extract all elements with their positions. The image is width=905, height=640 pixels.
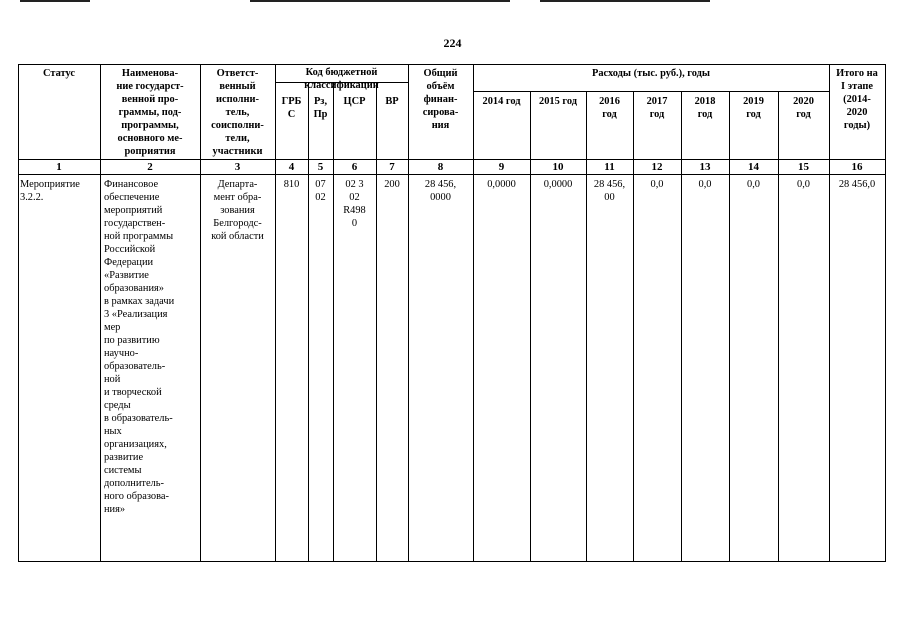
header-grbs: ГРБ С bbox=[281, 96, 302, 120]
column-number: 12 bbox=[651, 161, 663, 173]
column-number: 2 bbox=[147, 161, 153, 173]
header-year-2017: 2017 год bbox=[646, 96, 668, 120]
scan-edge-mark bbox=[250, 0, 510, 2]
row-year-2015: 0,0000 bbox=[543, 179, 573, 190]
header-status: Статус bbox=[43, 68, 75, 79]
header-total-volume: Общий объём финан- сирова- ния bbox=[422, 68, 459, 131]
row-status: Мероприятие 3.2.2. bbox=[20, 179, 80, 203]
column-number: 16 bbox=[851, 161, 863, 173]
column-number: 3 bbox=[234, 161, 241, 173]
scan-edge-mark bbox=[540, 0, 710, 2]
header-csr: ЦСР bbox=[343, 96, 366, 107]
numbers-bottom-rule bbox=[18, 174, 886, 175]
header-budget-code: Код бюджетной классификации bbox=[304, 67, 379, 91]
header-year-2018: 2018 год bbox=[694, 96, 716, 120]
header-rzpr: Рз, Пр bbox=[313, 96, 328, 120]
row-year-2020: 0,0 bbox=[797, 179, 810, 190]
table-rule-bottom bbox=[18, 561, 886, 562]
column-rule bbox=[18, 64, 19, 562]
scan-edge-mark bbox=[20, 0, 90, 2]
header-year-2019: 2019 год bbox=[743, 96, 764, 120]
column-rule bbox=[308, 82, 309, 562]
column-number: 10 bbox=[552, 161, 564, 173]
row-vr: 200 bbox=[384, 179, 400, 190]
column-number: 14 bbox=[748, 161, 759, 173]
header-stage-total: Итого на I этапе (2014- 2020 годы) bbox=[836, 68, 878, 131]
column-number: 6 bbox=[351, 161, 358, 173]
header-year-2014: 2014 год bbox=[482, 96, 521, 107]
row-year-2017: 0,0 bbox=[650, 179, 664, 190]
row-year-2018: 0,0 bbox=[698, 179, 712, 190]
header-year-2016: 2016 год bbox=[599, 96, 620, 120]
row-csr: 02 3 02 R498 0 bbox=[343, 179, 366, 229]
header-vr: ВР bbox=[385, 96, 399, 107]
row-year-2014: 0,0000 bbox=[487, 179, 516, 190]
header-year-2015: 2015 год bbox=[539, 96, 577, 107]
column-number: 5 bbox=[317, 161, 324, 173]
row-responsible: Департа- мент обра- зования Белгородс- кой области bbox=[211, 179, 264, 242]
column-rule bbox=[885, 64, 886, 562]
row-year-2016: 28 456, 00 bbox=[593, 179, 626, 203]
column-number: 7 bbox=[389, 161, 395, 173]
row-rzpr: 07 02 bbox=[315, 179, 326, 203]
budget-table bbox=[18, 64, 886, 562]
column-number: 1 bbox=[56, 161, 62, 173]
row-grbs: 810 bbox=[283, 179, 300, 190]
header-name: Наименова- ние государст- венной про- граммы, под- программы, основного ме- роприятия bbox=[116, 68, 184, 157]
table-rule-top bbox=[18, 64, 886, 65]
header-bottom-rule bbox=[18, 159, 886, 160]
expenses-rule bbox=[473, 91, 829, 92]
header-year-2020: 2020 год bbox=[793, 96, 814, 120]
column-rule bbox=[376, 82, 377, 562]
column-number: 8 bbox=[437, 161, 444, 173]
row-name: Финансовое обеспечение мероприятий государствен- ной программы Российской Федерации «Развитие образования» в рамках задачи 3 «Реализация мер по развитию научно- образователь- ной и творческой среды в образователь- ных организациях, развитие системы дополнитель- ного образова- ния» bbox=[104, 179, 175, 515]
column-number: 9 bbox=[498, 161, 505, 173]
column-number: 13 bbox=[699, 161, 711, 173]
column-rule bbox=[275, 64, 276, 562]
page-number: 224 bbox=[443, 36, 462, 50]
column-rule bbox=[829, 64, 830, 562]
column-rule bbox=[333, 82, 334, 562]
column-number: 4 bbox=[288, 161, 295, 173]
row-stage-total: 28 456,0 bbox=[838, 179, 876, 190]
header-responsible: Ответст- венный исполни- тель, соисполни- тели, участники bbox=[211, 68, 264, 157]
row-year-2019: 0,0 bbox=[747, 179, 760, 190]
column-number: 15 bbox=[798, 161, 809, 173]
column-rule bbox=[473, 64, 474, 562]
column-number: 11 bbox=[604, 161, 615, 173]
header-expenses: Расходы (тыс. руб.), годы bbox=[591, 68, 711, 79]
column-rule bbox=[408, 64, 409, 562]
row-total-volume: 28 456, 0000 bbox=[424, 179, 457, 203]
